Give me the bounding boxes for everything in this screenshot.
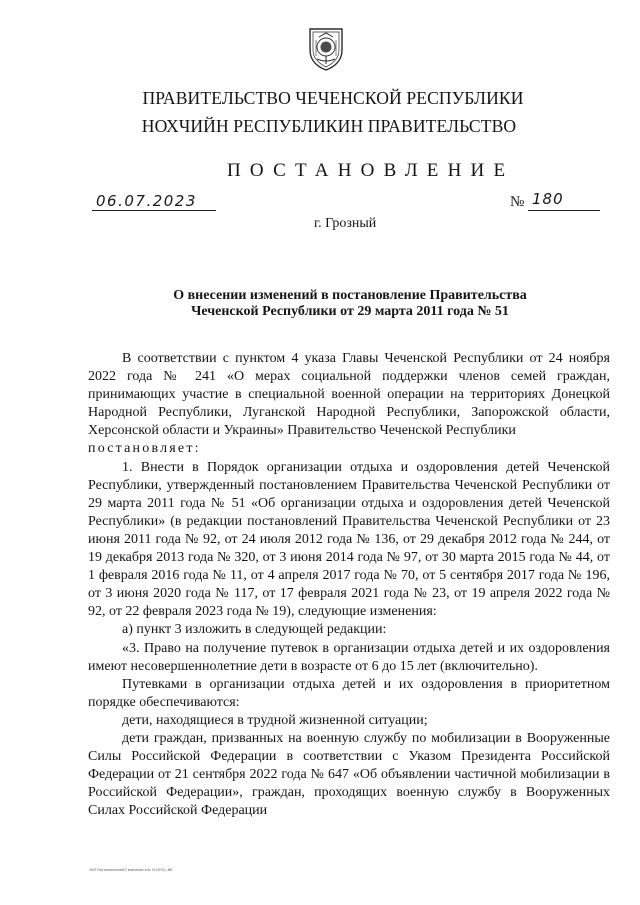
number-underline	[528, 210, 600, 211]
paragraph-item-1: 1. Внести в Порядок организации отдыха и оздоровления детей Чеченской Республики, утвержденный постановлением Правительства Чеченской Республики от 29 марта 2011 года № 51 «Об организации отдыха и оздоровления детей Чеченской Республики» (в редакции постановлений Правительства Чеченской Республики от 23 июня 2011 года № 92, от 24 июля 2012 года № 136, от 29 декабря 2012 года № 244, от 19 декабря 2013 года № 320, от 3 июня 2014 года № 97, от 30 марта 2015 года № 44, от 1 февраля 2016 года № 11, от 4 апреля 2017 года № 70, от 5 сентября 2017 года № 196, от 3 июня 2020 года № 117, от 17 февраля 2021 года № 23, от 19 апреля 2022 года № 92, от 22 февраля 2023 года № 19), следующие изменения:	[88, 459, 610, 620]
file-reference: ОКЛ Постановление/О внесении в № 51(3ПО)--ФК	[89, 868, 173, 872]
date-underline	[92, 210, 216, 211]
paragraph-resolves: постановляет:	[88, 441, 201, 457]
document-title-line2: Чеченской Республики от 29 марта 2011 года № 51	[191, 304, 509, 319]
org-name-ce: НОХЧИЙН РЕСПУБЛИКИН ПРАВИТЕЛЬСТВО	[141, 116, 517, 136]
document-title-line1: О внесении изменений в постановление Правительства	[173, 288, 527, 303]
document-body	[88, 350, 610, 820]
paragraph-point-3: «3. Право на получение путевок в организации отдыха детей и их оздоровления имеют несовершеннолетние дети в возрасте от 6 до 15 лет (включительно).	[88, 640, 610, 674]
number-label: №	[510, 194, 525, 210]
paragraph-subitem-a: а) пункт 3 изложить в следующей редакции:	[122, 622, 387, 638]
paragraph-mobilized-children: дети граждан, призванных на военную службу по мобилизации в Вооруженные Силы Российской Федерации в соответствии с Указом Президента Российской Федерации от 21 сентября 2022 года № 647 «Об объявлении частичной мобилизации в Российской Федерации», граждан, проходящих военную службу в Вооруженных Силах Российской Федерации	[88, 730, 610, 819]
document-type: ПОСТАНОВЛЕНИЕ	[227, 160, 515, 181]
paragraph-priority: Путевками в организации отдыха детей и их оздоровления в приоритетном порядке обеспечиваются:	[88, 676, 610, 710]
city: г. Грозный	[314, 216, 377, 231]
coat-of-arms-icon	[306, 26, 346, 72]
paragraph-preamble: В соответствии с пунктом 4 указа Главы Чеченской Республики от 24 ноября 2022 года № 241 «О мерах социальной поддержки членов семей граждан, принимающих участие в специальной военной операции на территориях Донецкой Народной Республики, Луганской Народной Республики, Запорожской области, Херсонской области и Украины» Правительство Чеченской Республики	[88, 351, 610, 439]
document-number: 180	[532, 190, 564, 208]
paragraph-difficult-situation: дети, находящиеся в трудной жизненной ситуации;	[122, 712, 428, 728]
org-name-ru: ПРАВИТЕЛЬСТВО ЧЕЧЕНСКОЙ РЕСПУБЛИКИ	[142, 88, 524, 108]
document-date: 06.07.2023	[96, 192, 197, 210]
